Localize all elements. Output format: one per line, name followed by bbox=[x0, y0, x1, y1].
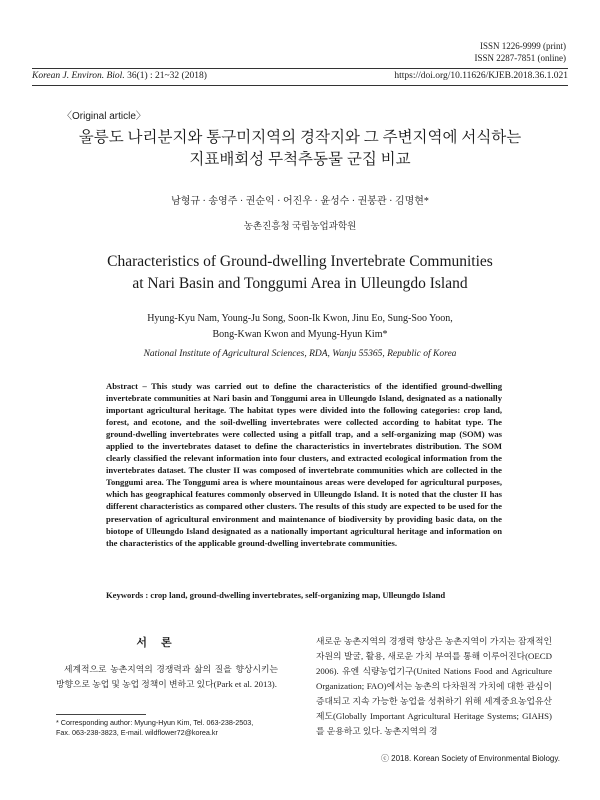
section-heading-introduction: 서론 bbox=[136, 637, 186, 649]
title-english-line1: Characteristics of Ground-dwelling Invertebrate Communities bbox=[107, 253, 493, 270]
authors-english-line2: Bong-Kwan Kwon and Myung-Hyun Kim* bbox=[212, 329, 388, 340]
footnote-line2: Fax. 063-238-3823, E-mail. wildflower72@korea.kr bbox=[56, 728, 218, 737]
copyright-notice: ⓒ 2018. Korean Society of Environmental Biology. bbox=[380, 754, 560, 763]
title-korean-line2: 지표배회성 무척추동물 군집 비교 bbox=[189, 151, 411, 168]
keywords-text: crop land, ground-dwelling invertebrates, self-organizing map, Ulleungdo Island bbox=[150, 590, 446, 600]
intro-left-column: 세계적으로 농촌지역의 경쟁력과 삶의 질을 향상시키는 방향으로 농업 및 농업 정책이 변하고 있다(Park et al. 2013). bbox=[56, 664, 278, 689]
doi-link[interactable]: https://doi.org/10.11626/KJEB.2018.36.1.021 bbox=[394, 71, 568, 81]
keywords-label: Keywords : bbox=[106, 590, 149, 600]
article-type: 〈Original article〉 bbox=[62, 111, 146, 122]
issn-print: ISSN 1226-9999 (print) bbox=[480, 41, 566, 51]
abstract-label: Abstract bbox=[106, 381, 138, 391]
footnote-divider bbox=[56, 714, 146, 715]
issn-online: ISSN 2287-7851 (online) bbox=[474, 53, 566, 63]
affiliation-korean: 농촌진흥청 국립농업과학원 bbox=[243, 222, 357, 232]
abstract: Abstract – This study was carried out to define the characteristics of the identified ground-dwelling invertebrate communities at Nari basin and Tonggumi area in Ulleungdo Island, designated as a nationally important agricultural heritage. The habitat types were divided into the following categories: crop land, forest, and ecotone, and the soil-dwelling invertebrates were collected according to habitat type. The ground-dwelling invertebrates were collected using a pitfall trap, and a self-organizing map (SOM) was applied to the invertebrates dataset to define the characteristics in invertebrates distribution. The SOM clearly classified the relevant information into four clusters, and extracted ecological information from the invertebrates dataset. The cluster II was composed of invertebrate communities which are collected in the Tonggumi area. The Tonggumi area is where mountainous areas were developed for agricultural purposes, which has geographical features commonly observed in Ulleungdo Island. It is noted that the cluster II has different characteristics as compared other clusters. The results of this study are expected to be used for the preservation of agricultural environment and maintenance of biodiversity by providing basic data, on the biotope of Ulleungdo Island designated as a nationally important agricultural heritage and information on the characteristics of the applicable ground-dwelling invertebrate communities. bbox=[106, 381, 502, 548]
journal-header bbox=[32, 68, 568, 86]
title-english bbox=[40, 251, 560, 295]
authors-english bbox=[40, 311, 560, 343]
title-english-line2: at Nari Basin and Tonggumi Area in Ulleungdo Island bbox=[132, 275, 468, 292]
journal-citation bbox=[32, 71, 207, 81]
footnote-line1: * Corresponding author: Myung-Hyun Kim, Tel. 063-238-2503, bbox=[56, 718, 254, 727]
title-korean bbox=[40, 127, 560, 171]
keywords bbox=[106, 590, 502, 600]
journal-volume: 36(1) : 21~32 (2018) bbox=[127, 71, 207, 81]
title-korean-line1: 울릉도 나리분지와 통구미지역의 경작지와 그 주변지역에 서식하는 bbox=[78, 129, 522, 146]
journal-name: Korean J. Environ. Biol. bbox=[32, 71, 125, 81]
abstract-text: This study was carried out to define the characteristics of the identified ground-dwelling invertebrate communities at Nari basin and Tonggumi area in Ulleungdo Island, designated as a nationally important agricultural heritage. The habitat types were divided into the following categories: crop land, forest, and ecotone, and the soil-dwelling invertebrates were collected according to habitat type. The ground-dwelling invertebrates were collected using a pitfall trap, and a self-organizing map (SOM) was applied to the invertebrates dataset to define the characteristics in invertebrates distribution. The SOM clearly classified the relevant information into four clusters, and extracted ecological information from the invertebrates dataset. The cluster II was composed of invertebrate communities which are collected in the Tonggumi area. The Tonggumi area is where mountainous areas were developed for agricultural purposes, which has geographical features commonly observed in Ulleungdo Island. It is noted that the cluster II has different characteristics as compared other clusters. The results of this study are expected to be used for the preservation of agricultural environment and maintenance of biodiversity by providing basic data, on the biotope of Ulleungdo Island designated as a nationally important agricultural heritage and information on the characteristics of the applicable ground-dwelling invertebrate communities. bbox=[106, 381, 502, 548]
intro-right-column: 새로운 농촌지역의 경쟁력 향상은 농촌지역이 가지는 잠재적인 자원의 발굴, 활용, 새로운 가치 부여를 통해 이루어진다(OECD 2006). 유엔 식량농업기구(United Nations Food and Agriculture Organization; FAO)에서는 농촌의 다차원적 가치에 대한 관심이 증대되고 지속 가능한 농업을 성취하기 위해 세계중요농업유산제도(Globally Important Agricultural Heritage Systems; GIAHS)를 운용하고 있다. 농촌지역의 경 bbox=[316, 636, 552, 736]
authors-korean: 남형규 · 송영주 · 권순익 · 어진우 · 윤성수 · 권봉관 · 김명현* bbox=[171, 196, 429, 207]
corresponding-author-footnote bbox=[56, 718, 286, 738]
authors-english-line1: Hyung-Kyu Nam, Young-Ju Song, Soon-Ik Kwon, Jinu Eo, Sung-Soo Yoon, bbox=[147, 313, 453, 324]
affiliation-english: National Institute of Agricultural Sciences, RDA, Wanju 55365, Republic of Korea bbox=[143, 349, 457, 359]
issn-block bbox=[475, 40, 567, 64]
